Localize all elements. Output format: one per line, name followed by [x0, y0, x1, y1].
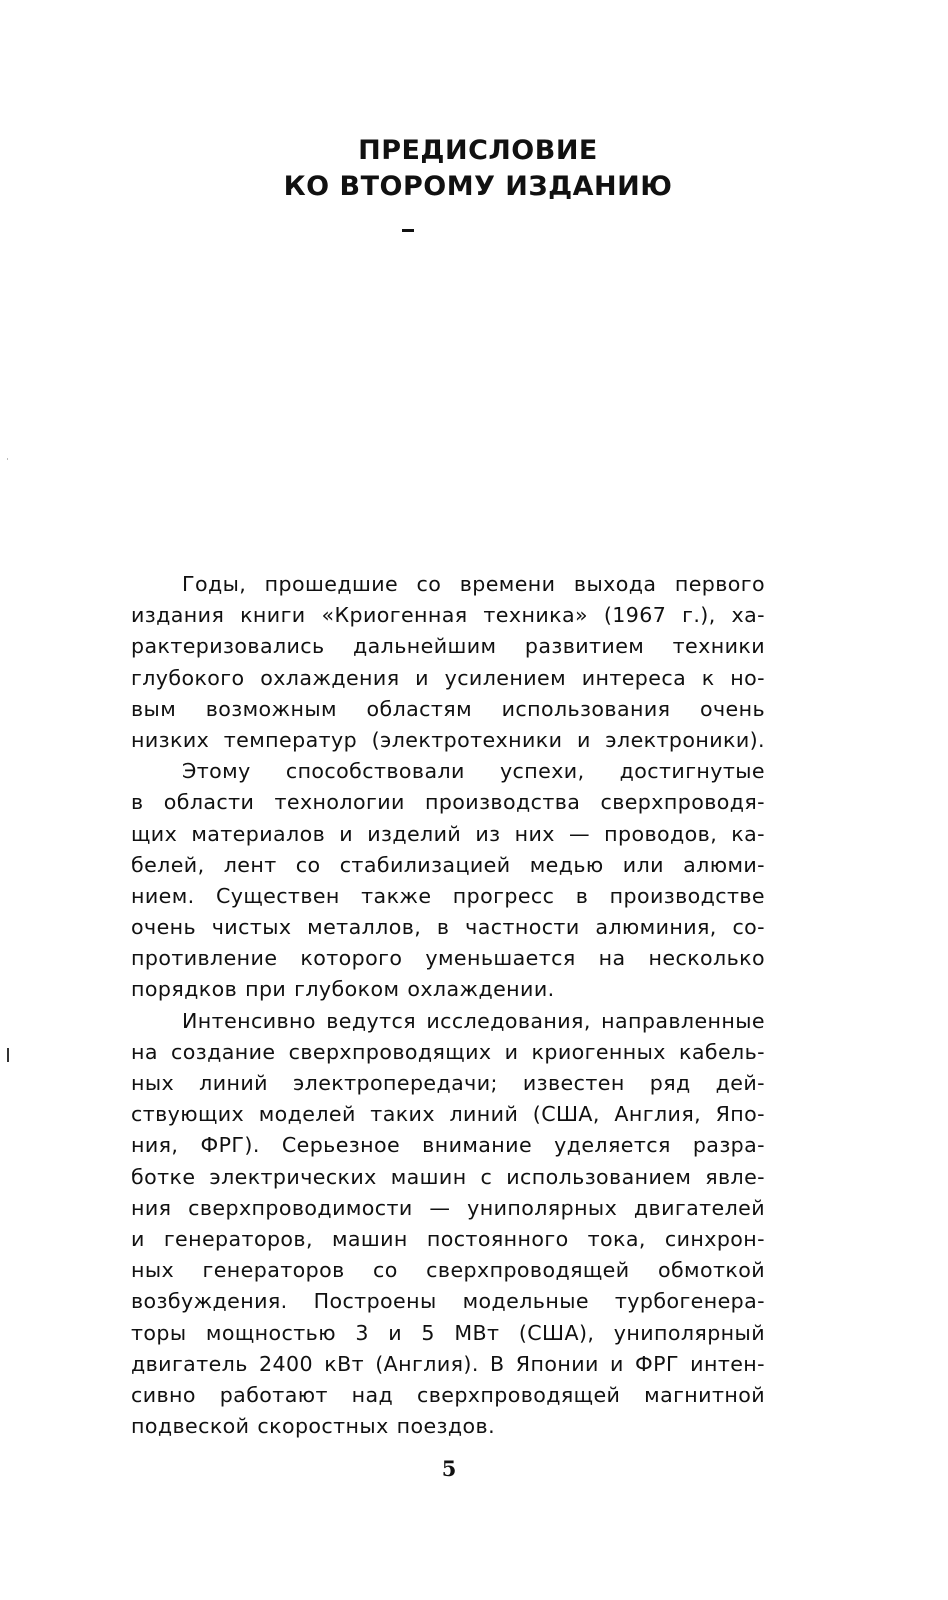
text-line: подвеской скоростных поездов. [131, 1414, 496, 1439]
page-title-line-2: КО ВТОРОМУ ИЗДАНИЮ [283, 171, 673, 202]
text-line: порядков при глубоком охлаждении. [131, 977, 555, 1002]
page-number: 5 [441, 1456, 457, 1481]
text-line: ния сверхпроводимости — униполярных двигателей [131, 1195, 765, 1220]
text-line: ботке электрических машин с использованием явле- [131, 1164, 765, 1189]
text-line: Интенсивно ведутся исследования, направленные [182, 1008, 765, 1033]
page-title-line-1: ПРЕДИСЛОВИЕ [358, 135, 598, 166]
text-line: вым возможным областям использования очень [131, 696, 765, 721]
text-line: ных генераторов со сверхпроводящей обмоткой [131, 1258, 765, 1283]
text-line: и генераторов, машин постоянного тока, синхрон- [131, 1226, 765, 1251]
text-line: Годы, прошедшие со времени выхода первого [182, 572, 765, 596]
text-line: очень чистых металлов, в частности алюминия, со- [131, 915, 765, 940]
text-line: возбуждения. Построены модельные турбогенера- [131, 1289, 765, 1314]
text-line: в области технологии производства сверхпроводя- [131, 790, 765, 815]
text-line: ных линий электропередачи; известен ряд дей- [131, 1071, 765, 1095]
scan-artifact-dot [7, 458, 8, 460]
text-line: торы мощностью 3 и 5 МВт (США), униполярный [131, 1320, 765, 1345]
text-line: ствующих моделей таких линий (США, Англия, Япо- [131, 1102, 765, 1127]
text-line: Этому способствовали успехи, достигнутые [182, 759, 765, 784]
text-line: нием. Существен также прогресс в производстве [131, 883, 765, 908]
text-line: сивно работают над сверхпроводящей магнитной [131, 1382, 765, 1407]
text-line: рактеризовались дальнейшим развитием техники [131, 634, 765, 659]
text-line: издания книги «Криогенная техника» (1967 г.), ха- [131, 603, 765, 628]
title-dash-divider [402, 229, 414, 232]
text-line: белей, лент со стабилизацией медью или алюми- [131, 852, 765, 877]
body-text [131, 569, 765, 1442]
scan-artifact-mark [7, 1048, 9, 1062]
text-line: двигатель 2400 кВт (Англия). В Японии и ФРГ интен- [131, 1351, 765, 1376]
text-line: на создание сверхпроводящих и криогенных кабель- [131, 1039, 765, 1064]
text-line: глубокого охлаждения и усилением интереса к но- [131, 665, 765, 690]
text-line: ния, ФРГ). Серьезное внимание уделяется разра- [131, 1133, 765, 1158]
text-line: низких температур (электротехники и электроники). [131, 727, 765, 752]
text-line: щих материалов и изделий из них — проводов, ка- [131, 821, 765, 846]
text-line: противление которого уменьшается на несколько [131, 946, 765, 971]
